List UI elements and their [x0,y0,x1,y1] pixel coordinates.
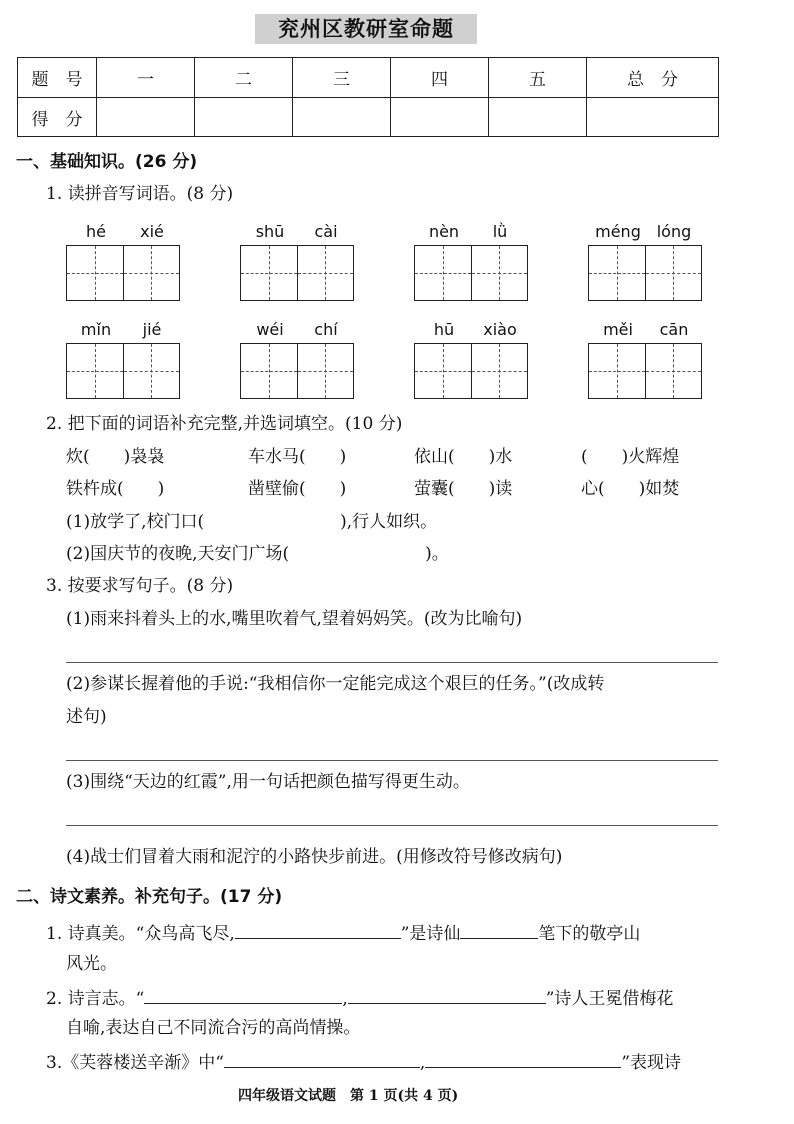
fill-sentence-1[interactable]: (1)放学了,校门口( ),行人如织。 [66,512,438,532]
writing-grid[interactable] [66,245,180,301]
answer-blank[interactable] [235,920,401,939]
score-table-header: 三 [293,58,391,98]
score-cell[interactable] [97,98,195,137]
pinyin-label: shū cài [255,222,338,241]
poem-question-3: 3.《芙蓉楼送辛渐》中“ , ”表现诗 [46,1049,681,1074]
score-table-header: 一 [97,58,195,98]
pinyin-label: měi cān [603,320,689,339]
answer-blank[interactable] [425,1049,621,1068]
fill-sentence-2[interactable]: (2)国庆节的夜晚,天安门广场( )。 [66,544,449,564]
section-1-heading: 一、基础知识。(26 分) [16,152,198,172]
pinyin-label: mǐn jié [80,320,162,339]
answer-blank[interactable] [348,985,546,1004]
idiom-blank[interactable]: ( )火辉煌 [581,447,680,467]
idiom-blank[interactable]: 铁杵成( ) [66,479,165,499]
answer-blank[interactable] [224,1049,420,1068]
answer-line[interactable] [66,760,718,761]
score-table-header: 四 [391,58,489,98]
writing-grid[interactable] [414,343,528,399]
score-table-header: 总 分 [587,58,719,98]
sentence-task-2-cont: 述句) [66,707,107,727]
score-table-header: 题 号 [18,58,97,98]
page-footer: 四年级语文试题 第 1 页(共 4 页) [238,1088,459,1104]
score-table-header-row [18,58,719,98]
idiom-blank[interactable]: 凿壁偷( ) [248,479,347,499]
pinyin-label: méng lóng [595,222,692,241]
writing-grid[interactable] [588,245,702,301]
score-table-score-row [18,98,719,137]
poem-question-2: 2. 诗言志。“ , ”诗人王冕借梅花 [46,985,673,1010]
idiom-blank[interactable]: 依山( )水 [414,447,513,467]
question-3-prompt: 3. 按要求写句子。(8 分) [46,576,234,596]
sentence-task-3: (3)围绕“天边的红霞”,用一句话把颜色描写得更生动。 [66,772,470,792]
score-table-header: 二 [195,58,293,98]
section-2-heading: 二、诗文素养。补充句子。(17 分) [16,887,283,907]
poem-question-1: 1. 诗真美。“众鸟高飞尽, ”是诗仙 笔下的敬亭山 [46,920,640,945]
answer-blank[interactable] [144,985,342,1004]
sentence-task-1: (1)雨来抖着头上的水,嘴里吹着气,望着妈妈笑。(改为比喻句) [66,609,523,629]
score-cell[interactable] [195,98,293,137]
exam-title: 兖州区教研室命题 [255,14,477,44]
writing-grid[interactable] [588,343,702,399]
idiom-blank[interactable]: 萤囊( )读 [414,479,513,499]
writing-grid[interactable] [414,245,528,301]
score-cell[interactable] [489,98,587,137]
writing-grid[interactable] [66,343,180,399]
pinyin-label: nèn lǜ [428,222,508,241]
writing-grid[interactable] [240,343,354,399]
idiom-blank[interactable]: 车水马( ) [248,447,347,467]
sentence-task-2: (2)参谋长握着他的手说:“我相信你一定能完成这个艰巨的任务。”(改成转 [66,674,605,694]
score-cell[interactable] [293,98,391,137]
idiom-blank[interactable]: 心( )如焚 [581,479,680,499]
score-table-header: 五 [489,58,587,98]
poem-question-2-cont: 自喻,表达自己不同流合污的高尚情操。 [66,1018,361,1038]
answer-line[interactable] [66,662,718,663]
idiom-blank[interactable]: 炊( )袅袅 [66,447,165,467]
answer-line[interactable] [66,825,718,826]
question-1-prompt: 1. 读拼音写词语。(8 分) [46,184,234,204]
sentence-task-4: (4)战士们冒着大雨和泥泞的小路快步前进。(用修改符号修改病句) [66,847,563,867]
poem-question-1-cont: 风光。 [66,954,117,974]
score-cell[interactable] [391,98,489,137]
writing-grid[interactable] [240,245,354,301]
score-table [17,57,719,137]
answer-blank[interactable] [460,920,538,939]
question-2-prompt: 2. 把下面的词语补充完整,并选词填空。(10 分) [46,414,403,434]
pinyin-label: wéi chí [256,320,338,339]
pinyin-label: hū xiào [433,320,517,339]
score-label: 得 分 [18,98,97,137]
pinyin-label: hé xié [86,222,164,241]
score-cell[interactable] [587,98,719,137]
